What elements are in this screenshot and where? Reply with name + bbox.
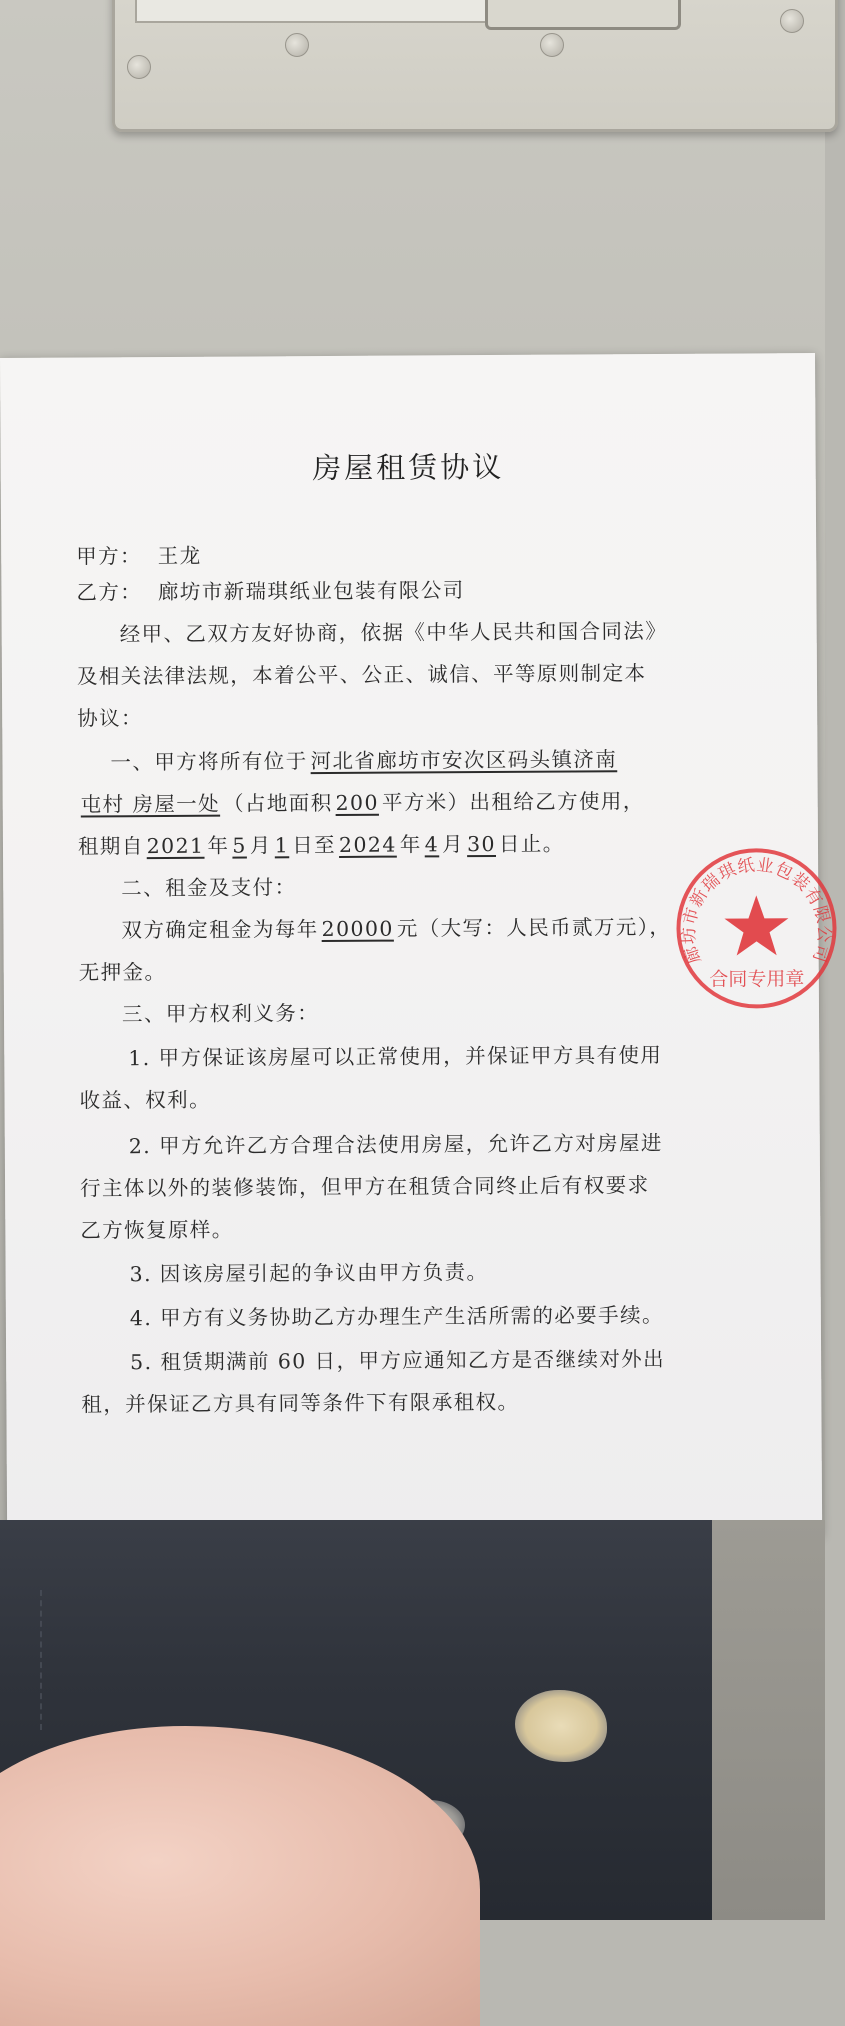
clause-3-item-1: 收益、权利。: [79, 1087, 212, 1113]
party-a-label: 甲方：: [76, 544, 142, 569]
lease-agreement-paper: [0, 353, 834, 1541]
clause-1-prefix: 一、甲方将所有位于: [110, 749, 308, 775]
end-year: 2024: [338, 832, 397, 857]
device-screw: [285, 33, 309, 57]
device-screw: [127, 55, 151, 79]
term-prefix: 租期自: [77, 834, 144, 859]
clause-3-item-5: 租，并保证乙方具有同等条件下有限承租权。: [81, 1389, 520, 1417]
clause-3-heading: 三、甲方权利义务：: [121, 1001, 320, 1027]
end-suffix: 日止。: [498, 831, 565, 856]
address-part-1: 河北省廊坊市安次区码头镇济南: [310, 747, 618, 774]
month-label: 月: [442, 832, 465, 857]
area-prefix: （占地面积: [222, 790, 333, 816]
device-latch: [485, 0, 681, 30]
document-title: 房屋租赁协议: [312, 449, 505, 486]
start-day: 1: [274, 833, 290, 858]
end-month: 4: [424, 832, 440, 857]
clause-1-line-1: [110, 742, 620, 775]
seal-star-icon: [724, 895, 788, 955]
start-month: 5: [232, 833, 247, 858]
deposit-line: 无押金。: [78, 959, 167, 985]
address-part-2: 屯村 房屋一处: [80, 791, 221, 817]
rent-prefix: 双方确定租金为每年: [121, 917, 319, 943]
device-slot: [135, 0, 499, 23]
party-a-line: [76, 539, 202, 570]
clause-3-item-2: 乙方恢复原样。: [80, 1217, 234, 1243]
device-screw: [540, 33, 564, 57]
party-b-line: [76, 573, 464, 605]
party-a-name: 王龙: [157, 543, 202, 569]
clause-3-item-5: 5. 租赁期满前 60 日，甲方应通知乙方是否继续对外出: [130, 1346, 666, 1375]
clause-3-item-3: 3. 因该房屋引起的争议由甲方负责。: [129, 1260, 489, 1287]
device-screw: [780, 9, 804, 33]
to-label: 日至: [292, 832, 337, 858]
seal-bottom-text: 合同专用章: [709, 968, 805, 991]
jeans-seam: [40, 1590, 54, 1730]
clause-3-item-2: 2. 甲方允许乙方合理合法使用房屋，允许乙方对房屋进: [128, 1130, 663, 1159]
clause-3-item-1: 1. 甲方保证该房屋可以正常使用，并保证甲方具有使用: [128, 1042, 663, 1071]
rent-value: 20000: [321, 916, 394, 942]
jeans-rip: [515, 1690, 607, 1762]
intro-line: 协议：: [77, 706, 143, 731]
end-day: 30: [466, 831, 497, 857]
clause-1-line-3: [78, 827, 565, 860]
seal-company-text: 廊坊市新瑞琪纸业包装有限公司: [679, 855, 834, 967]
company-seal: [671, 843, 842, 1014]
party-b-label: 乙方：: [76, 580, 143, 605]
intro-line: 及相关法律法规，本着公平、公正、诚信、平等原则制定本: [76, 661, 647, 689]
clause-2-heading: 二、租金及支付：: [121, 875, 297, 901]
clause-3-item-2: 行主体以外的装修装饰，但甲方在租赁合同终止后有权要求: [80, 1173, 650, 1201]
intro-line: 经甲、乙双方友好协商，依据《中华人民共和国合同法》: [119, 618, 668, 647]
wall-mounted-device: [112, 0, 838, 132]
area-suffix: 平方米）出租给乙方使用，: [381, 789, 645, 815]
rent-suffix: 元（大写：人民币贰万元），: [396, 914, 672, 941]
start-year: 2021: [146, 833, 205, 859]
year-label: 年: [207, 833, 230, 858]
month-label: 月: [249, 833, 272, 858]
year-label: 年: [399, 832, 422, 857]
clause-3-item-4: 4. 甲方有义务协助乙方办理生产生活所需的必要手续。: [129, 1302, 664, 1331]
clause-1-line-2: [78, 784, 645, 817]
floor-background: [712, 1520, 825, 1920]
party-b-name: 廊坊市新瑞琪纸业包装有限公司: [157, 578, 465, 605]
clause-2-rent-line: [121, 910, 671, 943]
area-value: 200: [335, 790, 379, 815]
